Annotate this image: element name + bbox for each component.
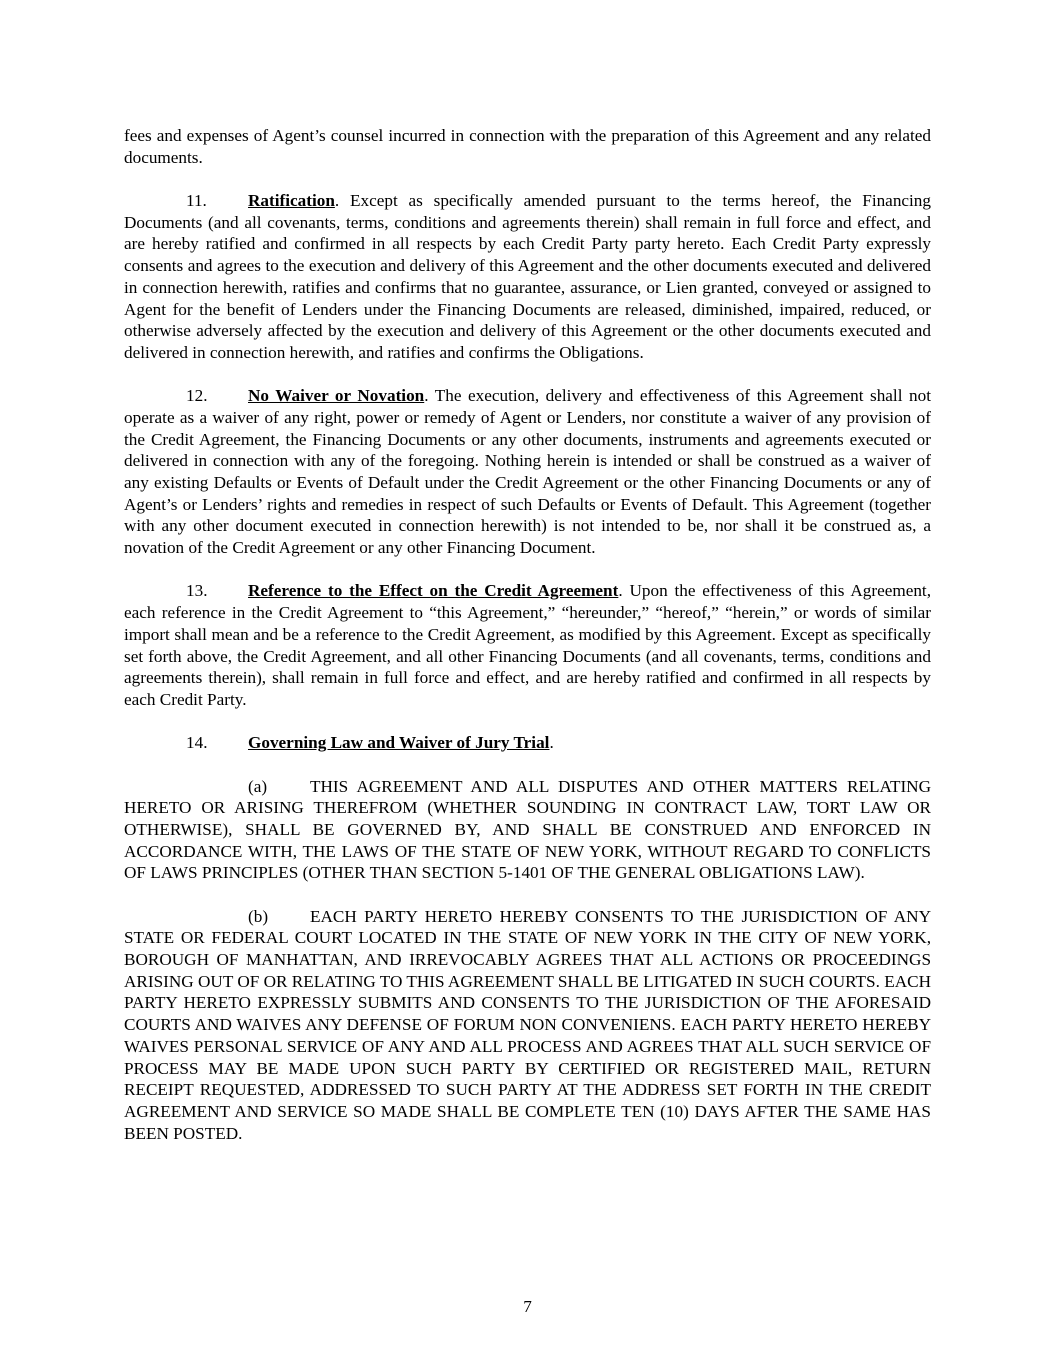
section-heading: Ratification bbox=[248, 191, 335, 210]
subsection-a bbox=[124, 776, 931, 885]
section-number: 11. bbox=[186, 191, 207, 210]
section-14: 14. Governing Law and Waiver of Jury Trial. bbox=[124, 732, 931, 754]
intro-text: fees and expenses of Agent’s counsel incurred in connection with the preparation of this Agreement and any related documents. bbox=[124, 126, 931, 167]
section-12: 12. No Waiver or Novation. The execution, delivery and effectiveness of this Agreement shall not operate as a waiver of any right, power or remedy of Agent or Lenders, nor constitute a waiver of any provision of the Credit Agreement, the Financing Documents or any other documents, instruments and agreements executed or delivered in connection with any of the foregoing. Nothing herein is intended or shall be construed as a waiver of any existing Defaults or Events of Default under the Credit Agreement or the other Financing Documents or any of Agent’s or Lenders’ rights and remedies in respect of such Defaults or Events of Default. This Agreement (together with any other document executed in connection herewith) is not intended to be, nor shall it be construed as, a novation of the Credit Agreement or any other Financing Document. bbox=[124, 386, 931, 558]
section-number: 12. bbox=[186, 386, 208, 406]
section-body: Except as specifically amended pursuant to the terms hereof, the Financing Documents (and all covenants, terms, conditions and agreements therein) shall remain in full force and effect, and are hereby ratified and confirmed in all respects by each Credit Party party hereto. Each Credit Party expressly consents and agrees to the execution and delivery of this Agreement and the other documents executed and delivered in connection herewith, ratifies and confirms that no guarantee, assurance, or Lien granted, conveyed or assigned to Agent for the benefit of Lenders under the Financing Documents are released, diminished, impaired, reduced, or otherwise adversely affected by the execution and delivery of this Agreement or the other documents executed and delivered in connection herewith, and ratifies and confirms the Obligations. bbox=[124, 191, 931, 362]
subsection-label: (b) bbox=[248, 906, 269, 926]
subsection-body: THIS AGREEMENT AND ALL DISPUTES AND OTHER MATTERS RELATING HERETO OR ARISING THEREFROM (WHETHER SOUNDING IN CONTRACT LAW, TORT LAW OR OTHERWISE), SHALL BE GOVERNED BY, AND SHALL BE CONSTRUED AND ENFORCED IN ACCORDANCE WITH, THE LAWS OF THE STATE OF NEW YORK, WITHOUT REGARD TO CONFLICTS OF LAWS PRINCIPLES (OTHER THAN SECTION 5-1401 OF THE GENERAL OBLIGATIONS LAW). bbox=[124, 776, 931, 883]
intro-paragraph bbox=[124, 125, 931, 168]
subsection-b bbox=[124, 906, 931, 1145]
section-heading: Reference to the Effect on the Credit Agreement bbox=[248, 581, 619, 601]
section-number: 13. bbox=[186, 581, 208, 601]
section-body: Upon the effectiveness of this Agreement, each reference in the Credit Agreement to “this Agreement,” “hereunder,” “hereof,” “herein,” or words of similar import shall mean and be a reference to the Credit Agreement, as modified by this Agreement. Except as specifically set forth above, the Credit Agreement, and all other Financing Documents (and all covenants, terms, conditions and agreements therein), shall remain in full force and effect, and are hereby ratified and confirmed in all respects by each Credit Party. bbox=[124, 581, 931, 709]
document-page bbox=[124, 125, 931, 1166]
section-number: 14. bbox=[186, 733, 208, 753]
section-11: 11. Ratification. Except as specifically amended pursuant to the terms hereof, the Financing Documents (and all covenants, terms, conditions and agreements therein) shall remain in full force and effect, and are hereby ratified and confirmed in all respects by each Credit Party party hereto. Each Credit Party expressly consents and agrees to the execution and delivery of this Agreement and the other documents executed and delivered in connection herewith, ratifies and confirms that no guarantee, assurance, or Lien granted, conveyed or assigned to Agent for the benefit of Lenders under the Financing Documents are released, diminished, impaired, reduced, or otherwise adversely affected by the execution and delivery of this Agreement or the other documents executed and delivered in connection herewith, and ratifies and confirms the Obligations. bbox=[124, 191, 931, 362]
section-heading: Governing Law and Waiver of Jury Trial bbox=[248, 733, 550, 753]
subsection-body: EACH PARTY HERETO HEREBY CONSENTS TO THE JURISDICTION OF ANY STATE OR FEDERAL COURT LOCATED IN THE STATE OF NEW YORK IN THE CITY OF NEW YORK, BOROUGH OF MANHATTAN, AND IRREVOCABLY AGREES THAT ALL ACTIONS OR PROCEEDINGS ARISING OUT OF OR RELATING TO THIS AGREEMENT SHALL BE LITIGATED IN SUCH COURTS. EACH PARTY HERETO EXPRESSLY SUBMITS AND CONSENTS TO THE JURISDICTION OF THE AFORESAID COURTS AND WAIVES ANY DEFENSE OF FORUM NON CONVENIENS. EACH PARTY HERETO HEREBY WAIVES PERSONAL SERVICE OF ANY AND ALL PROCESS AND AGREES THAT ALL SUCH SERVICE OF PROCESS MAY BE MADE UPON SUCH PARTY BY CERTIFIED OR REGISTERED MAIL, RETURN RECEIPT REQUESTED, ADDRESSED TO SUCH PARTY AT THE ADDRESS SET FORTH IN THE CREDIT AGREEMENT AND SERVICE SO MADE SHALL BE COMPLETE TEN (10) DAYS AFTER THE SAME HAS BEEN POSTED. bbox=[124, 906, 931, 1143]
subsection-label: (a) bbox=[248, 776, 268, 796]
section-13: 13. Reference to the Effect on the Credit Agreement. Upon the effectiveness of this Agreement, each reference in the Credit Agreement to “this Agreement,” “hereunder,” “hereof,” “herein,” or words of similar import shall mean and be a reference to the Credit Agreement, as modified by this Agreement. Except as specifically set forth above, the Credit Agreement, and all other Financing Documents (and all covenants, terms, conditions and agreements therein), shall remain in full force and effect, and are hereby ratified and confirmed in all respects by each Credit Party. bbox=[124, 581, 931, 709]
page-number: 7 bbox=[523, 1297, 532, 1316]
section-heading: No Waiver or Novation bbox=[248, 386, 425, 406]
section-body: The execution, delivery and effectiveness of this Agreement shall not operate as a waiver of any right, power or remedy of Agent or Lenders, nor constitute a waiver of any provision of the Credit Agreement, the Financing Documents or any other documents, instruments and agreements executed or delivered in connection with any of the foregoing. Nothing herein is intended or shall be construed as a waiver of any existing Defaults or Events of Default under the Credit Agreement or the other Financing Documents or any of Agent’s or Lenders’ rights and remedies in respect of such Defaults or Events of Default. This Agreement (together with any other document executed in connection herewith) is not intended to be, nor shall it be construed as, a novation of the Credit Agreement or any other Financing Document. bbox=[124, 386, 931, 558]
